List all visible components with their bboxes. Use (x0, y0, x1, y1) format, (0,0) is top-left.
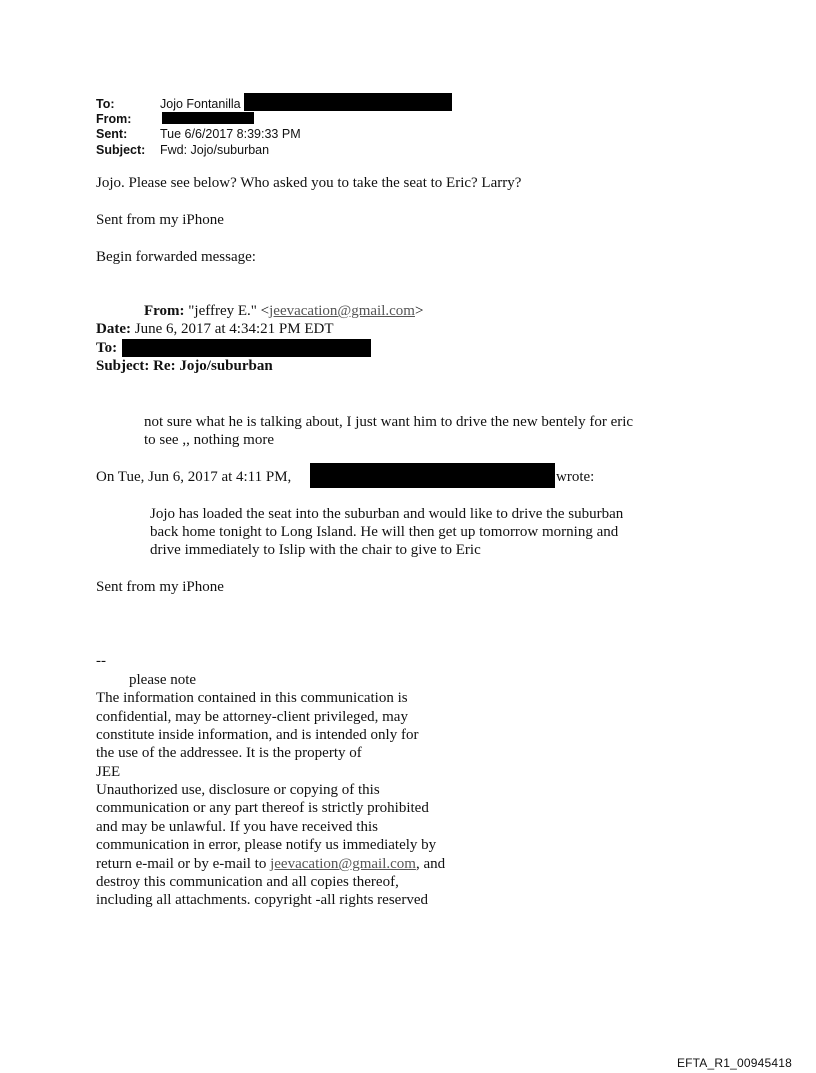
redaction-bar (122, 339, 371, 357)
fwd-from-close: > (414, 303, 424, 319)
sent-value: Tue 6/6/2017 8:39:33 PM (160, 127, 301, 141)
disclaimer-line: including all attachments. copyright -all rights reserved (96, 892, 428, 908)
sent-from-iphone: Sent from my iPhone (96, 579, 224, 595)
disclaimer-line: constitute inside information, and is intended only for (96, 727, 419, 743)
signature-dashes: -- (96, 653, 106, 669)
redaction-bar (162, 112, 254, 124)
to-label: To: (96, 97, 115, 111)
fwd-subject-value: Re: Jojo/suburban (153, 358, 273, 374)
fwd-from-email-link[interactable]: jeevacation@gmail.com (269, 303, 415, 319)
disclaimer-line: JEE (96, 764, 121, 780)
document-id: EFTA_R1_00945418 (676, 1056, 792, 1070)
sent-from-iphone: Sent from my iPhone (96, 212, 224, 228)
disclaimer-line: and may be unlawful. If you have received this (96, 819, 378, 835)
fwd-from-label: From: (144, 303, 185, 319)
disclaimer-text: , and (415, 856, 446, 872)
subject-label: Subject: (96, 143, 146, 157)
quoted-line: Jojo has loaded the seat into the suburban and would like to drive the suburban (150, 506, 624, 522)
fwd-subject-row (96, 357, 273, 375)
disclaimer-line: the use of the addressee. It is the property of (96, 745, 362, 761)
fwd-from-row (144, 302, 423, 320)
disclaimer-line: The information contained in this communication is (96, 690, 408, 706)
disclaimer-line: confidential, may be attorney-client privileged, may (96, 709, 408, 725)
disclaimer-line: Unauthorized use, disclosure or copying of this (96, 782, 380, 798)
quoted-on-line: On Tue, Jun 6, 2017 at 4:11 PM, (96, 469, 292, 485)
reply-line: not sure what he is talking about, I just want him to drive the new bentely for eric (144, 414, 634, 430)
disclaimer-line: communication or any part thereof is strictly prohibited (96, 800, 429, 816)
disclaimer-line (96, 855, 445, 873)
fwd-to-label: To: (96, 340, 118, 356)
quoted-line: drive immediately to Islip with the chair to give to Eric (150, 542, 481, 558)
fwd-to-row (96, 339, 117, 357)
subject-value: Fwd: Jojo/suburban (160, 143, 270, 157)
disclaimer-email-link[interactable]: jeevacation@gmail.com (270, 856, 416, 872)
redaction-bar (310, 463, 555, 488)
redaction-bar (244, 93, 452, 111)
disclaimer-line: communication in error, please notify us immediately by (96, 837, 437, 853)
to-value: Jojo Fontanilla (160, 97, 241, 111)
fwd-from-name: "jeffrey E." < (188, 303, 270, 319)
quoted-wrote: wrote: (556, 469, 595, 485)
body-line: Jojo. Please see below? Who asked you to take the seat to Eric? Larry? (96, 175, 522, 191)
fwd-date-row (96, 320, 333, 338)
quoted-line: back home tonight to Long Island. He will then get up tomorrow morning and (150, 524, 619, 540)
from-label: From: (96, 112, 132, 126)
fwd-date-label: Date: (96, 321, 131, 337)
reply-line: to see ,, nothing more (144, 432, 274, 448)
sent-label: Sent: (96, 127, 128, 141)
disclaimer-line: destroy this communication and all copies thereof, (96, 874, 399, 890)
fwd-date-value: June 6, 2017 at 4:34:21 PM EDT (134, 321, 334, 337)
begin-forwarded: Begin forwarded message: (96, 249, 256, 265)
please-note: please note (129, 672, 197, 688)
fwd-subject-label: Subject: (96, 358, 150, 374)
disclaimer-text: return e-mail or by e-mail to (96, 856, 271, 872)
